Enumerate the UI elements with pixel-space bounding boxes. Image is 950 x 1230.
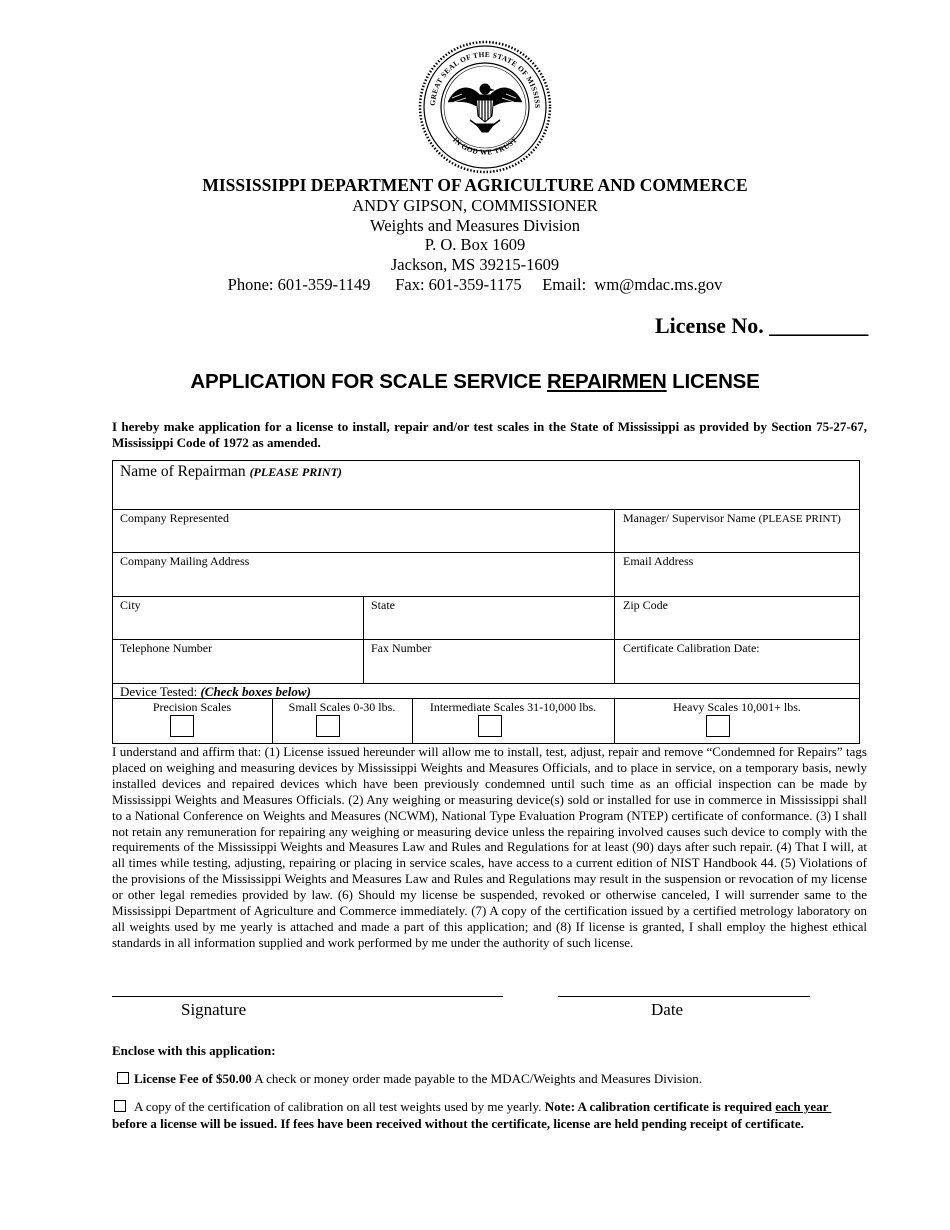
- signature-label: Signature: [181, 1000, 247, 1019]
- certificate-date-field[interactable]: Certificate Calibration Date:: [623, 641, 760, 655]
- certificate-note-each-year: each year: [775, 1099, 832, 1114]
- state-seal: [418, 40, 552, 174]
- form-border-top: [112, 460, 860, 461]
- column-divider: [363, 596, 364, 683]
- heavy-scales-checkbox[interactable]: [706, 715, 730, 737]
- manager-name-label: Manager/ Supervisor Name: [623, 511, 759, 525]
- division-name: Weights and Measures Division: [370, 216, 580, 235]
- company-represented-field[interactable]: Company Represented: [120, 511, 229, 525]
- device-small-label: Small Scales 0-30 lbs.: [288, 700, 396, 714]
- telephone-field[interactable]: Telephone Number: [120, 641, 213, 655]
- certificate-note: Note: A calibration certificate is required: [544, 1099, 776, 1114]
- intro-statement: I hereby make application for a license to install, repair and/or test scales in the State of Mississippi as provided by Section 75-27-67, Mississippi Code of 1972 as amended.: [112, 419, 867, 450]
- fee-checkbox[interactable]: [117, 1072, 129, 1084]
- fee-label: License Fee of $50.00: [134, 1071, 252, 1086]
- eagle-icon: [448, 84, 522, 132]
- enclosure-certificate-item: [112, 1099, 857, 1132]
- repairman-name-label: Name of Repairman: [120, 463, 250, 480]
- repairman-name-field[interactable]: [120, 463, 342, 481]
- city-line: Jackson, MS 39215-1609: [390, 255, 560, 274]
- certificate-description: A copy of the certification of calibration on all test weights used by me yearly.: [134, 1099, 545, 1114]
- manager-name-field[interactable]: [623, 511, 841, 526]
- po-box: P. O. Box 1609: [424, 235, 526, 254]
- enclosure-fee-item: [117, 1071, 877, 1088]
- date-label: Date: [651, 1000, 684, 1019]
- small-scales-checkbox[interactable]: [316, 715, 340, 737]
- device-intermediate-label: Intermediate Scales 31-10,000 lbs.: [429, 700, 597, 714]
- mailing-address-field[interactable]: Company Mailing Address: [120, 554, 250, 568]
- date-line[interactable]: [558, 996, 810, 997]
- page-title: [0, 370, 950, 394]
- affirmation-text: I understand and affirm that: (1) License issued hereunder will allow me to install, test, adjust, repair and remove “Condemned for Repairs” tags placed on weighing and measuring devices by Mississippi Weights and Measures Officials, and to place in service, on a temporary basis, newly installed devices and repaired devices which have been previously condemned until such time as an official inspection can be made by Mississippi Weights and Measures Officials. (2) Any weighing or measuring device(s) sold or installed for use in commerce in Mississippi shall to a National Conference on Weights and Measures (NCWM), National Type Evaluation Program (NTEP) certificate of conformance. (3) I shall not retain any remuneration for repairing any weighing or measuring device unless the repairing involved causes such device to comply with the requirements of the Mississippi Weights and Measures Law and Rules and Regulations for at least (90) days after such repair. (4) That I will, at all times while testing, adjusting, repairing or placing in service scales, have access to a current edition of NIST Handbook 44. (5) Violations of the provisions of the Mississippi Weights and Measures Law and Rules and Regulations may result in the suspension or revocation of my license or other legal remedies provided by law. (6) Should my license be suspended, revoked or otherwise canceled, I will surrender same to the Mississippi Department of Agriculture and Commerce immediately. (7) A copy of the certification issued by a certified metrology laboratory on all weights used by me yearly is attached and made a part of this application; and (8) If license is granted, I shall employ the highest ethical standards in all information supplied and work performed by me under the authority of such license.: [112, 744, 867, 950]
- department-name: MISSISSIPPI DEPARTMENT OF AGRICULTURE AND COMMERCE: [202, 175, 748, 195]
- row-divider: [112, 639, 860, 640]
- contact-line: Phone: 601-359-1149 Fax: 601-359-1175 Email: wm@mdac.ms.gov: [227, 275, 723, 294]
- device-precision-label: Precision Scales: [152, 700, 232, 714]
- device-tested-heading: [120, 684, 311, 700]
- device-tested-hint: (Check boxes below): [200, 684, 311, 699]
- row-divider: [112, 509, 860, 510]
- column-divider: [614, 509, 615, 683]
- fax-field[interactable]: Fax Number: [371, 641, 432, 655]
- certificate-checkbox[interactable]: [114, 1100, 126, 1112]
- device-heavy-label: Heavy Scales 10,001+ lbs.: [673, 700, 801, 714]
- seal-ring-bottom-text: IN GOD WE TRUST: [450, 135, 520, 157]
- row-divider: [112, 596, 860, 597]
- title-underlined-word: REPAIRMEN: [546, 370, 667, 393]
- fee-description: A check or money order made payable to the MDAC/Weights and Measures Division.: [251, 1071, 702, 1086]
- title-suffix: LICENSE: [666, 370, 760, 393]
- zip-code-field[interactable]: Zip Code: [623, 598, 668, 612]
- signature-line[interactable]: [112, 996, 503, 997]
- manager-name-hint: (PLEASE PRINT): [758, 513, 841, 525]
- intermediate-scales-checkbox[interactable]: [478, 715, 502, 737]
- city-field[interactable]: City: [120, 598, 141, 612]
- row-divider: [112, 552, 860, 553]
- license-number-field[interactable]: License No. _________: [655, 313, 869, 338]
- email-address-field[interactable]: Email Address: [623, 554, 694, 568]
- enclose-heading: Enclose with this application:: [112, 1043, 276, 1058]
- seal-ring-top-text: GREAT SEAL OF THE STATE OF MISSISS: [427, 49, 543, 109]
- state-field[interactable]: State: [371, 598, 395, 612]
- precision-scales-checkbox[interactable]: [170, 715, 194, 737]
- repairman-name-hint: (PLEASE PRINT): [249, 465, 342, 479]
- commissioner-name: ANDY GIPSON, COMMISSIONER: [352, 196, 598, 215]
- certificate-note-rest: before a license will be issued. If fees have been received without the certificate, license are held pending receipt of certificate.: [112, 1115, 804, 1131]
- svg-text:IN GOD WE TRUST: [451, 135, 519, 157]
- application-form: [112, 460, 860, 744]
- device-tested-label: Device Tested:: [120, 684, 201, 699]
- title-prefix: APPLICATION FOR SCALE SERVICE: [190, 370, 547, 393]
